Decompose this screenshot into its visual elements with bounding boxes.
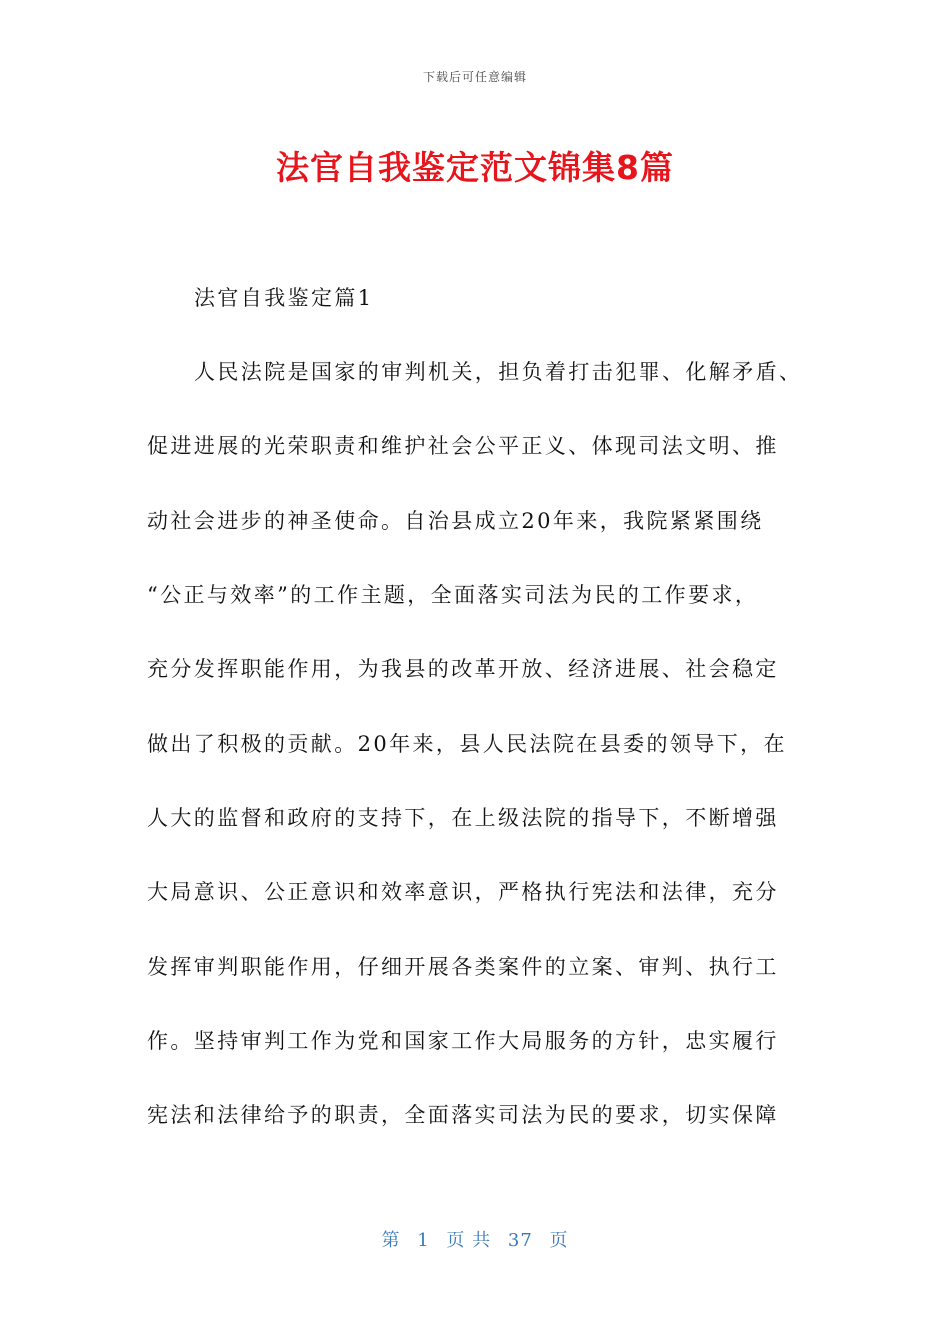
- footer-middle: 页 共: [446, 1230, 492, 1251]
- body-line: 发挥审判职能作用，仔细开展各类案件的立案、审判、执行工: [147, 955, 779, 979]
- header-note: 下载后可任意编辑: [422, 70, 527, 84]
- footer-prefix: 第: [381, 1230, 401, 1251]
- footer-total-pages: 37: [507, 1230, 533, 1251]
- body-line: 做出了积极的贡献。20年来，县人民法院在县委的领导下，在: [147, 732, 787, 756]
- body-line: 充分发挥职能作用，为我县的改革开放、经济进展、社会稳定: [147, 657, 779, 681]
- body-line: 大局意识、公正意识和效率意识，严格执行宪法和法律，充分: [147, 880, 779, 904]
- footer-page-number: 1: [417, 1230, 430, 1251]
- section-heading: 法官自我鉴定篇1: [194, 286, 374, 310]
- body-line: 促进进展的光荣职责和维护社会公平正义、体现司法文明、推: [147, 434, 779, 458]
- body-line: 作。坚持审判工作为党和国家工作大局服务的方针，忠实履行: [147, 1029, 779, 1053]
- page-footer: [0, 1226, 950, 1252]
- document-title: 法官自我鉴定范文锦集8篇: [276, 148, 674, 187]
- body-line: “公正与效率”的工作主题，全面落实司法为民的工作要求，: [147, 583, 759, 607]
- body-line: 人民法院是国家的审判机关，担负着打击犯罪、化解矛盾、: [194, 360, 803, 384]
- footer-suffix: 页: [549, 1230, 569, 1251]
- body-line: 动社会进步的神圣使命。自治县成立20年来，我院紧紧围绕: [147, 509, 764, 533]
- body-line: 宪法和法律给予的职责，全面落实司法为民的要求，切实保障: [147, 1103, 779, 1127]
- body-line: 人大的监督和政府的支持下，在上级法院的指导下，不断增强: [147, 806, 779, 830]
